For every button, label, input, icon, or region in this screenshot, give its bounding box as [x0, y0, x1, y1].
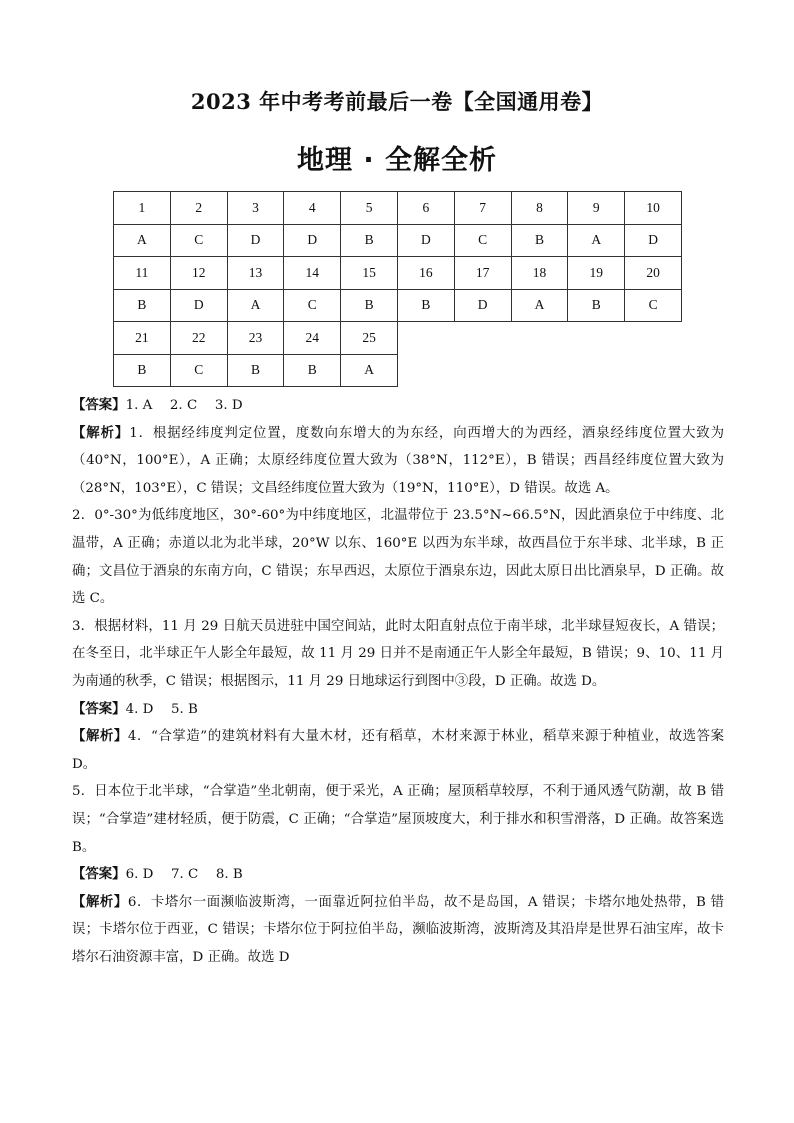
answer-cell: B [284, 354, 341, 387]
answer-cell: B [511, 224, 568, 257]
answer-cell: B [341, 224, 398, 257]
question-number-cell: 9 [568, 192, 625, 225]
answer-row [114, 289, 682, 322]
question-number-cell: 7 [454, 192, 511, 225]
question-number-cell: 23 [227, 322, 284, 355]
question-number-cell: 12 [170, 257, 227, 290]
question-number-cell: 10 [625, 192, 682, 225]
answer-cell: B [114, 289, 171, 322]
analysis-text: 1．根据经纬度判定位置，度数向东增大的为东经，向西增大的为西经，酒泉经纬度位置大致为（40°N，100°E），A 正确；太原经纬度位置大致为（38°N，112°E），B 错误；西昌经纬度位置大致为（28°N，103°E），C 错误；文昌经纬度位置大致为（19°N，110°E），D 错误。故选 A。 [72, 425, 724, 496]
answer-line-1 [72, 392, 724, 420]
answer-cell: A [341, 354, 398, 387]
empty-cell [625, 354, 682, 387]
answer-tag: 【答案】 [72, 700, 126, 717]
question-number-cell: 22 [170, 322, 227, 355]
empty-cell [625, 322, 682, 355]
question-number-row [114, 322, 682, 355]
question-number-cell: 19 [568, 257, 625, 290]
question-number-cell: 4 [284, 192, 341, 225]
analysis-tag: 【解析】 [72, 728, 128, 745]
answer-cell: D [284, 224, 341, 257]
analysis-2: 2．0°-30°为低纬度地区，30°-60°为中纬度地区，北温带位于 23.5°N~66.5°N，因此酒泉位于中纬度、北温带，A 正确；赤道以北为北半球，20°W 以东、160°E 以西为东半球，故西昌位于东半球、北半球，B 正确；文昌位于酒泉的东南方向，C 错误；东早西迟，太原位于酒泉东边，因此太原日出比酒泉早，D 正确。故选 C。 [72, 508, 724, 607]
answer-cell: C [625, 289, 682, 322]
answer-table [113, 191, 682, 387]
question-number-cell: 8 [511, 192, 568, 225]
question-number-cell: 5 [341, 192, 398, 225]
question-number-cell: 25 [341, 322, 398, 355]
answer-line-3 [72, 861, 724, 889]
answer-cell: A [114, 224, 171, 257]
answer-cell: B [227, 354, 284, 387]
answer-tag: 【答案】 [72, 397, 126, 413]
empty-cell [568, 354, 625, 387]
explanation-text [72, 392, 724, 971]
answer-row [114, 224, 682, 257]
question-number-cell: 21 [114, 322, 171, 355]
question-number-cell: 11 [114, 257, 171, 290]
question-number-cell: 24 [284, 322, 341, 355]
analysis-5: 5．日本位于北半球，“合掌造”坐北朝南，便于采光，A 正确；屋顶稻草较厚，不利于通风透气防潮，故 B 错误；“合掌造”建材轻质，便于防震，C 正确；“合掌造”屋顶坡度大，利于排水和积雪滑落，D 正确。故答案选 B。 [72, 784, 724, 855]
question-number-cell: 15 [341, 257, 398, 290]
question-number-cell: 6 [397, 192, 454, 225]
page-subtitle: 地理 · 全解全析 [296, 145, 498, 176]
question-number-cell: 3 [227, 192, 284, 225]
answer-values: 1. A 2. C 3. D [125, 398, 243, 413]
empty-cell [454, 354, 511, 387]
answer-cell: A [511, 289, 568, 322]
analysis-1 [72, 420, 724, 503]
answer-cell: C [170, 224, 227, 257]
answer-cell: B [341, 289, 398, 322]
answer-row [114, 354, 682, 387]
question-number-cell: 17 [454, 257, 511, 290]
analysis-3: 3．根据材料，11 月 29 日航天员进驻中国空间站，此时太阳直射点位于南半球，北半球昼短夜长，A 错误；在冬至日，北半球正午人影全年最短，故 11 月 29 日并不是南通正午人影全年最短，B 错误；9、10、11 月为南通的秋季，C 错误；根据图示，11 月 29 日地球运行到图中③段，D 正确。故选 D。 [72, 618, 724, 689]
answer-tag: 【答案】 [72, 866, 126, 883]
empty-cell [568, 322, 625, 355]
answer-cell: B [568, 289, 625, 322]
empty-cell [511, 322, 568, 355]
question-number-cell: 16 [397, 257, 454, 290]
question-number-cell: 18 [511, 257, 568, 290]
page-title: 2023 年中考考前最后一卷【全国通用卷】 [190, 89, 604, 114]
analysis-text: 4．“合掌造”的建筑材料有大量木材，还有稻草，木材来源于林业，稻草来源于种植业，故选答案 D。 [72, 729, 725, 772]
question-number-cell: 13 [227, 257, 284, 290]
analysis-6 [72, 889, 724, 972]
answer-cell: D [454, 289, 511, 322]
question-number-cell: 20 [625, 257, 682, 290]
question-number-cell: 1 [114, 192, 171, 225]
empty-cell [511, 354, 568, 387]
answer-cell: D [397, 224, 454, 257]
answer-values: 6. D 7. C 8. B [125, 867, 243, 883]
analysis-tag: 【解析】 [72, 424, 130, 441]
answer-cell: A [568, 224, 625, 257]
answer-cell: C [284, 289, 341, 322]
question-number-row [114, 257, 682, 290]
answer-line-2 [72, 696, 724, 724]
analysis-4 [72, 723, 724, 778]
empty-cell [397, 354, 454, 387]
empty-cell [397, 322, 454, 355]
analysis-tag: 【解析】 [72, 893, 128, 910]
answer-cell: B [114, 354, 171, 387]
answer-cell: D [227, 224, 284, 257]
answer-cell: B [397, 289, 454, 322]
analysis-text: 6．卡塔尔一面濒临波斯湾，一面靠近阿拉伯半岛，故不是岛国，A 错误；卡塔尔地处热带，B 错误；卡塔尔位于西亚，C 错误；卡塔尔位于阿拉伯半岛，濒临波斯湾，波斯湾及其沿岸是世界石油宝库，故卡塔尔石油资源丰富，D 正确。故选 D [72, 894, 725, 965]
answer-values: 4. D 5. B [125, 701, 198, 717]
answer-cell: D [625, 224, 682, 257]
answer-cell: D [170, 289, 227, 322]
empty-cell [454, 322, 511, 355]
answer-cell: C [454, 224, 511, 257]
question-number-cell: 2 [170, 192, 227, 225]
question-number-row [114, 192, 682, 225]
question-number-cell: 14 [284, 257, 341, 290]
answer-cell: A [227, 289, 284, 322]
answer-cell: C [170, 354, 227, 387]
